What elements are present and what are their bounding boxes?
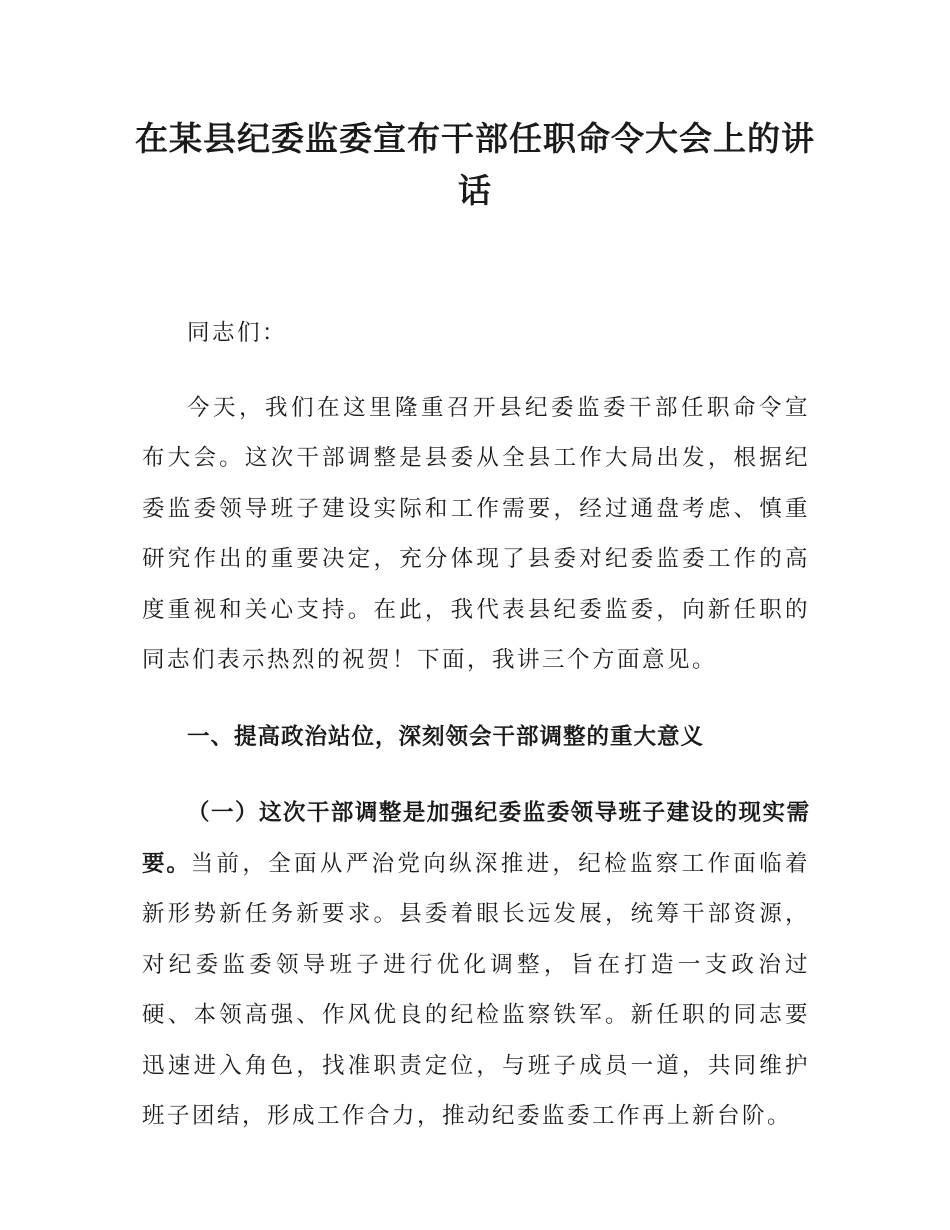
subsection-paragraph: [142, 788, 810, 1142]
intro-paragraph: 今天，我们在这里隆重召开县纪委监委干部任职命令宣布大会。这次干部调整是县委从全县工作大局出发，根据纪委监委领导班子建设实际和工作需要，经过通盘考虑、慎重研究作出的重要决定，充分体现了县委对纪委监委工作的高度重视和关心支持。在此，我代表县纪委监委，向新任职的同志们表示热烈的祝贺！下面，我讲三个方面意见。: [142, 394, 810, 673]
subsection-body: 当前，全面从严治党向纵深推进，纪检监察工作面临着新形势新任务新要求。县委着眼长远发展，统筹干部资源，对纪委监委领导班子进行优化调整，旨在打造一支政治过硬、本领高强、作风优良的纪检监察铁军。新任职的同志要迅速进入角色，找准职责定位，与班子成员一道，共同维护班子团结，形成工作合力，推动纪委监委工作再上新台阶。: [142, 850, 810, 1129]
document-body: [142, 308, 810, 1142]
subsection-lead: （一）这次干部调整是加强纪委监委领导班子建设的现实需要。: [142, 800, 810, 877]
section-heading: 一、提高政治站位，深刻领会干部调整的重大意义: [187, 723, 705, 750]
document-title: 在某县纪委监委宣布干部任职命令大会上的讲话: [135, 119, 815, 210]
greeting: 同志们：: [187, 320, 288, 346]
